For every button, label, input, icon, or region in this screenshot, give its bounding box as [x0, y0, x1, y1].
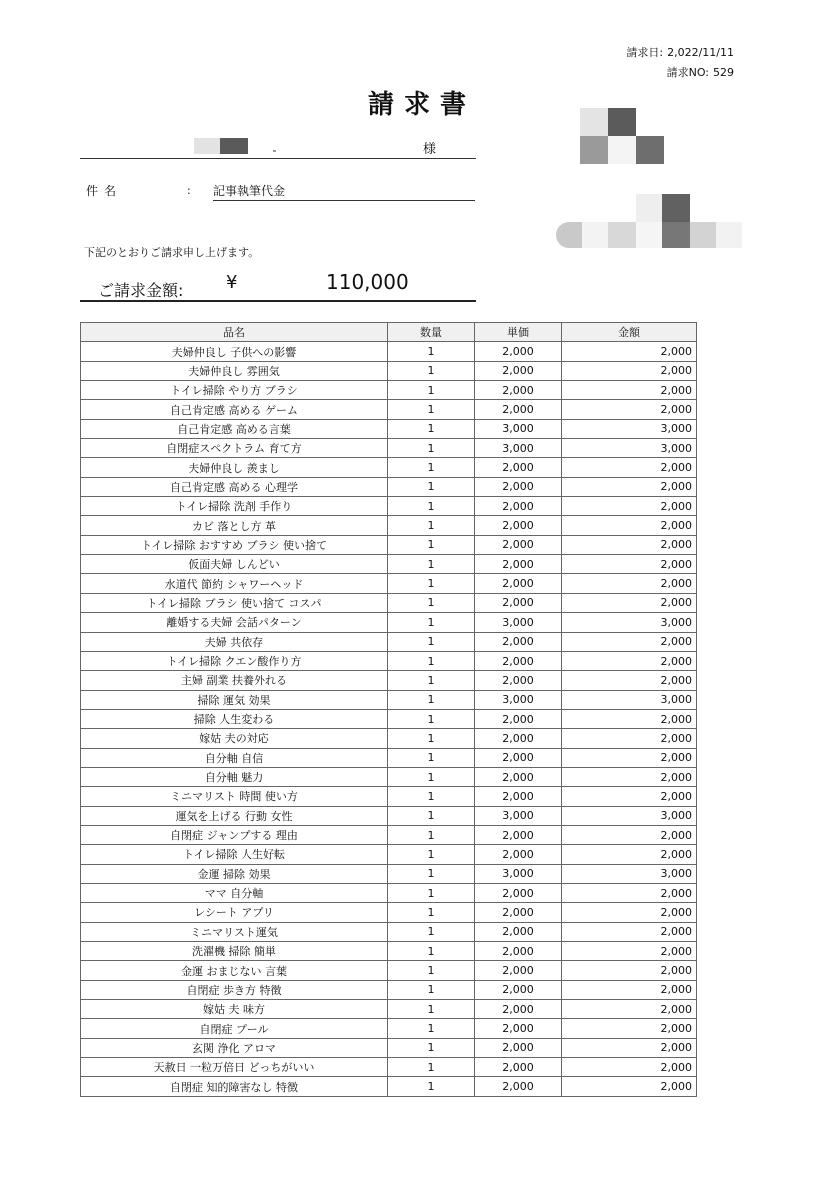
table-row	[81, 671, 697, 690]
cell-amount: 2,000	[562, 903, 697, 922]
cell-unit-price: 3,000	[475, 806, 562, 825]
table-row	[81, 903, 697, 922]
table-row	[81, 806, 697, 825]
cell-item-name: 自閉症 歩き方 特徴	[81, 980, 388, 999]
header-unit-price: 単価	[475, 323, 562, 342]
cell-unit-price: 3,000	[475, 419, 562, 438]
currency-symbol: ¥	[226, 272, 238, 293]
cell-quantity: 1	[388, 671, 475, 690]
cell-unit-price: 2,000	[475, 535, 562, 554]
cell-quantity: 1	[388, 439, 475, 458]
cell-unit-price: 3,000	[475, 864, 562, 883]
cell-unit-price: 2,000	[475, 1038, 562, 1057]
cell-quantity: 1	[388, 1019, 475, 1038]
cell-item-name: 自閉症 ジャンプする 理由	[81, 825, 388, 844]
cell-quantity: 1	[388, 477, 475, 496]
table-row	[81, 458, 697, 477]
cell-item-name: 金運 おまじない 言葉	[81, 961, 388, 980]
cell-amount: 2,000	[562, 400, 697, 419]
cell-quantity: 1	[388, 690, 475, 709]
table-row	[81, 361, 697, 380]
cell-item-name: 自分軸 魅力	[81, 767, 388, 786]
table-row	[81, 961, 697, 980]
cell-quantity: 1	[388, 787, 475, 806]
cell-item-name: ミニマリスト 時間 使い方	[81, 787, 388, 806]
subject-value: 記事執筆代金	[213, 182, 475, 201]
table-row	[81, 516, 697, 535]
cell-item-name: 金運 掃除 効果	[81, 864, 388, 883]
cell-amount: 2,000	[562, 825, 697, 844]
table-row	[81, 767, 697, 786]
cell-item-name: 自閉症 プール	[81, 1019, 388, 1038]
cell-unit-price: 3,000	[475, 690, 562, 709]
cell-item-name: 洗濯機 掃除 簡単	[81, 942, 388, 961]
cell-amount: 3,000	[562, 439, 697, 458]
cell-unit-price: 2,000	[475, 361, 562, 380]
cell-unit-price: 2,000	[475, 458, 562, 477]
cell-quantity: 1	[388, 458, 475, 477]
cell-quantity: 1	[388, 574, 475, 593]
cell-amount: 2,000	[562, 342, 697, 361]
recipient-line	[80, 136, 476, 159]
invoice-date-value: 2,022/11/11	[667, 46, 734, 59]
cell-quantity: 1	[388, 806, 475, 825]
cell-unit-price: 2,000	[475, 632, 562, 651]
table-row	[81, 497, 697, 516]
cell-amount: 2,000	[562, 942, 697, 961]
cell-amount: 2,000	[562, 516, 697, 535]
table-row	[81, 381, 697, 400]
table-row	[81, 1077, 697, 1096]
cell-amount: 2,000	[562, 961, 697, 980]
cell-unit-price: 2,000	[475, 477, 562, 496]
table-row	[81, 980, 697, 999]
cell-item-name: 離婚する夫婦 会話パターン	[81, 613, 388, 632]
cell-quantity: 1	[388, 980, 475, 999]
cell-item-name: 水道代 節約 シャワーヘッド	[81, 574, 388, 593]
cell-amount: 2,000	[562, 748, 697, 767]
cell-amount: 2,000	[562, 883, 697, 902]
cell-amount: 2,000	[562, 767, 697, 786]
cell-amount: 2,000	[562, 1038, 697, 1057]
cell-unit-price: 3,000	[475, 439, 562, 458]
cell-item-name: レシート アプリ	[81, 903, 388, 922]
table-row	[81, 1019, 697, 1038]
table-row	[81, 477, 697, 496]
cell-unit-price: 2,000	[475, 787, 562, 806]
cell-amount: 3,000	[562, 419, 697, 438]
table-row	[81, 400, 697, 419]
cell-quantity: 1	[388, 709, 475, 728]
cell-amount: 2,000	[562, 497, 697, 516]
cell-unit-price: 2,000	[475, 342, 562, 361]
cell-unit-price: 2,000	[475, 1000, 562, 1019]
cell-unit-price: 2,000	[475, 1019, 562, 1038]
table-row	[81, 439, 697, 458]
cell-item-name: 夫婦仲良し 羨まし	[81, 458, 388, 477]
cell-quantity: 1	[388, 516, 475, 535]
cell-unit-price: 2,000	[475, 961, 562, 980]
cell-quantity: 1	[388, 613, 475, 632]
table-row	[81, 593, 697, 612]
cell-item-name: 嫁姑 夫 味方	[81, 1000, 388, 1019]
cell-quantity: 1	[388, 942, 475, 961]
table-row	[81, 613, 697, 632]
cell-quantity: 1	[388, 864, 475, 883]
cell-quantity: 1	[388, 883, 475, 902]
cell-unit-price: 2,000	[475, 845, 562, 864]
cell-unit-price: 2,000	[475, 883, 562, 902]
cell-amount: 2,000	[562, 671, 697, 690]
cell-unit-price: 2,000	[475, 1058, 562, 1077]
table-row	[81, 845, 697, 864]
table-row	[81, 1000, 697, 1019]
subject-colon: :	[187, 184, 191, 197]
table-row	[81, 922, 697, 941]
cell-amount: 2,000	[562, 787, 697, 806]
table-header-row	[81, 323, 697, 342]
subject-label: 件名	[86, 184, 123, 198]
cell-amount: 2,000	[562, 1019, 697, 1038]
invoice-number	[645, 64, 734, 80]
cell-quantity: 1	[388, 535, 475, 554]
cell-item-name: 自閉症スペクトラム 育て方	[81, 439, 388, 458]
table-row	[81, 342, 697, 361]
cell-unit-price: 2,000	[475, 516, 562, 535]
invoice-number-label: 請求NO:	[666, 66, 709, 79]
cell-unit-price: 3,000	[475, 613, 562, 632]
cell-item-name: 自閉症 知的障害なし 特徴	[81, 1077, 388, 1096]
recipient-dot	[273, 150, 276, 152]
cell-amount: 2,000	[562, 1077, 697, 1096]
document-title: 請求書	[367, 90, 476, 120]
cell-item-name: 自己肯定感 高める 心理学	[81, 477, 388, 496]
cell-item-name: 主婦 副業 扶養外れる	[81, 671, 388, 690]
cell-unit-price: 2,000	[475, 381, 562, 400]
table-row	[81, 555, 697, 574]
cell-amount: 2,000	[562, 729, 697, 748]
invoice-number-value: 529	[713, 66, 734, 79]
cell-unit-price: 2,000	[475, 980, 562, 999]
cell-item-name: トイレ掃除 クエン酸作り方	[81, 651, 388, 670]
cell-item-name: 嫁姑 夫の対応	[81, 729, 388, 748]
cell-amount: 2,000	[562, 709, 697, 728]
cell-item-name: 夫婦仲良し 子供への影響	[81, 342, 388, 361]
cell-amount: 2,000	[562, 574, 697, 593]
table-row	[81, 419, 697, 438]
cell-amount: 2,000	[562, 535, 697, 554]
cell-item-name: トイレ掃除 やり方 ブラシ	[81, 381, 388, 400]
cell-amount: 3,000	[562, 806, 697, 825]
cell-unit-price: 2,000	[475, 942, 562, 961]
line-items-table	[80, 322, 697, 1097]
cell-item-name: 夫婦 共依存	[81, 632, 388, 651]
cell-quantity: 1	[388, 729, 475, 748]
redacted-recipient-block	[194, 138, 220, 154]
cell-quantity: 1	[388, 767, 475, 786]
cell-item-name: 掃除 運気 効果	[81, 690, 388, 709]
table-row	[81, 942, 697, 961]
redacted-recipient-block	[220, 138, 248, 154]
table-row	[81, 729, 697, 748]
cell-amount: 2,000	[562, 845, 697, 864]
billing-amount-label: ご請求金額:	[98, 281, 184, 300]
cell-unit-price: 2,000	[475, 593, 562, 612]
cell-amount: 2,000	[562, 381, 697, 400]
cell-unit-price: 2,000	[475, 574, 562, 593]
cell-unit-price: 2,000	[475, 903, 562, 922]
billing-amount-value: 110,000	[326, 270, 409, 294]
cell-item-name: ママ 自分軸	[81, 883, 388, 902]
cell-item-name: 掃除 人生変わる	[81, 709, 388, 728]
recipient-honorific: 様	[423, 142, 437, 157]
cell-item-name: 自己肯定感 高める言葉	[81, 419, 388, 438]
billing-amount	[80, 268, 476, 302]
cell-quantity: 1	[388, 1038, 475, 1057]
invoice-date	[599, 44, 734, 60]
cell-quantity: 1	[388, 903, 475, 922]
cell-amount: 2,000	[562, 632, 697, 651]
cell-unit-price: 2,000	[475, 651, 562, 670]
table-row	[81, 787, 697, 806]
cell-quantity: 1	[388, 361, 475, 380]
cell-amount: 2,000	[562, 922, 697, 941]
cell-item-name: トイレ掃除 人生好転	[81, 845, 388, 864]
cell-item-name: 仮面夫婦 しんどい	[81, 555, 388, 574]
cell-unit-price: 2,000	[475, 767, 562, 786]
cell-unit-price: 2,000	[475, 825, 562, 844]
table-row	[81, 883, 697, 902]
cell-item-name: 天赦日 一粒万倍日 どっちがいい	[81, 1058, 388, 1077]
cell-amount: 3,000	[562, 864, 697, 883]
table-row	[81, 632, 697, 651]
cell-amount: 2,000	[562, 477, 697, 496]
cell-item-name: 運気を上げる 行動 女性	[81, 806, 388, 825]
cell-amount: 2,000	[562, 593, 697, 612]
table-row	[81, 748, 697, 767]
cell-quantity: 1	[388, 825, 475, 844]
table-row	[81, 535, 697, 554]
cell-quantity: 1	[388, 342, 475, 361]
cell-item-name: トイレ掃除 ブラシ 使い捨て コスパ	[81, 593, 388, 612]
cell-item-name: トイレ掃除 洗剤 手作り	[81, 497, 388, 516]
cell-unit-price: 2,000	[475, 555, 562, 574]
table-row	[81, 1038, 697, 1057]
cell-item-name: ミニマリスト運気	[81, 922, 388, 941]
cell-item-name: カビ 落とし方 革	[81, 516, 388, 535]
cell-amount: 2,000	[562, 555, 697, 574]
table-row	[81, 825, 697, 844]
intro-text: 下記のとおりご請求申し上げます。	[84, 246, 260, 259]
cell-amount: 2,000	[562, 1000, 697, 1019]
cell-quantity: 1	[388, 555, 475, 574]
cell-quantity: 1	[388, 593, 475, 612]
cell-quantity: 1	[388, 1000, 475, 1019]
cell-unit-price: 2,000	[475, 671, 562, 690]
table-row	[81, 864, 697, 883]
cell-unit-price: 2,000	[475, 748, 562, 767]
cell-quantity: 1	[388, 632, 475, 651]
cell-amount: 3,000	[562, 690, 697, 709]
cell-item-name: 夫婦仲良し 雰囲気	[81, 361, 388, 380]
cell-quantity: 1	[388, 1058, 475, 1077]
cell-quantity: 1	[388, 400, 475, 419]
cell-quantity: 1	[388, 748, 475, 767]
invoice-date-label: 請求日:	[626, 46, 664, 59]
table-row	[81, 709, 697, 728]
cell-item-name: 自己肯定感 高める ゲーム	[81, 400, 388, 419]
cell-unit-price: 2,000	[475, 729, 562, 748]
cell-amount: 2,000	[562, 361, 697, 380]
table-row	[81, 1058, 697, 1077]
cell-quantity: 1	[388, 381, 475, 400]
cell-item-name: 自分軸 自信	[81, 748, 388, 767]
cell-amount: 3,000	[562, 613, 697, 632]
header-item-name: 品名	[81, 323, 388, 342]
header-quantity: 数量	[388, 323, 475, 342]
table-row	[81, 690, 697, 709]
cell-item-name: トイレ掃除 おすすめ ブラシ 使い捨て	[81, 535, 388, 554]
cell-amount: 2,000	[562, 458, 697, 477]
cell-unit-price: 2,000	[475, 709, 562, 728]
cell-quantity: 1	[388, 961, 475, 980]
cell-quantity: 1	[388, 497, 475, 516]
cell-quantity: 1	[388, 419, 475, 438]
table-row	[81, 574, 697, 593]
cell-quantity: 1	[388, 651, 475, 670]
cell-item-name: 玄関 浄化 アロマ	[81, 1038, 388, 1057]
cell-unit-price: 2,000	[475, 400, 562, 419]
header-amount: 金額	[562, 323, 697, 342]
cell-quantity: 1	[388, 1077, 475, 1096]
cell-amount: 2,000	[562, 651, 697, 670]
cell-unit-price: 2,000	[475, 1077, 562, 1096]
cell-quantity: 1	[388, 845, 475, 864]
table-body	[81, 342, 697, 1096]
cell-amount: 2,000	[562, 1058, 697, 1077]
cell-unit-price: 2,000	[475, 922, 562, 941]
table-row	[81, 651, 697, 670]
cell-quantity: 1	[388, 922, 475, 941]
cell-unit-price: 2,000	[475, 497, 562, 516]
cell-amount: 2,000	[562, 980, 697, 999]
